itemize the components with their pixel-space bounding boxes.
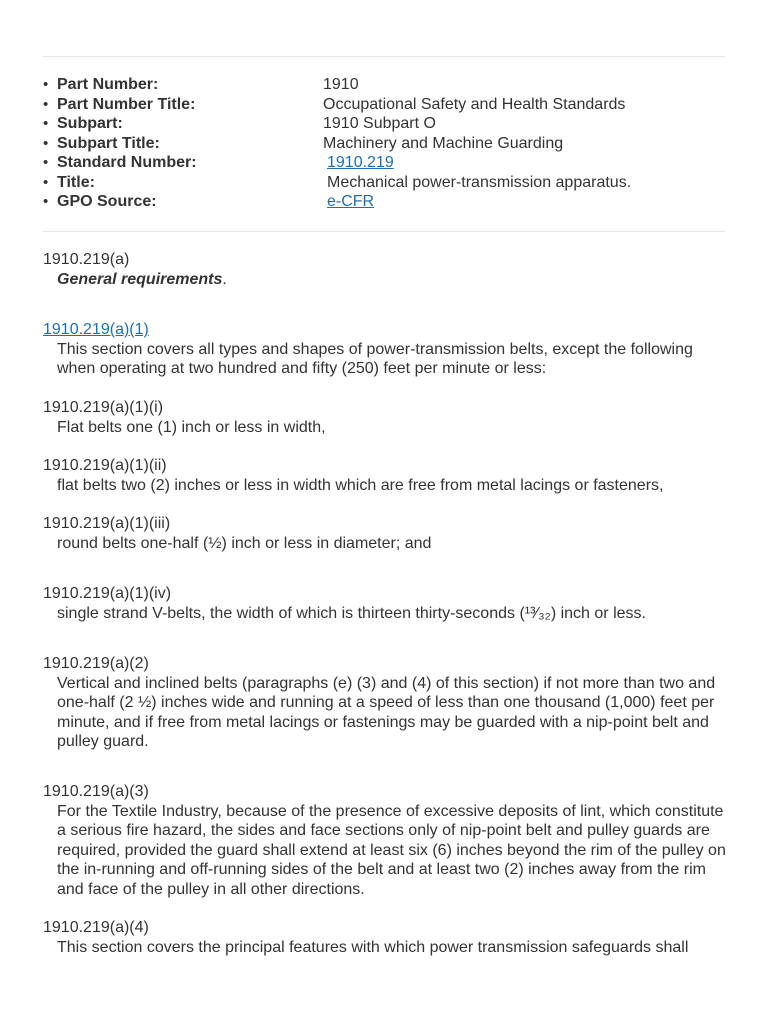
meta-label: Subpart:	[57, 115, 123, 132]
section-text: This section covers the principal features with which power transmission safeguards shall	[57, 938, 689, 956]
meta-value: 1910	[323, 76, 359, 93]
section-text: This section covers all types and shapes of power-transmission belts, except the following when operating at two hundred and fifty (250) feet per minute or less:	[57, 340, 693, 377]
section-1910-219-a-1-iv	[43, 584, 733, 623]
bullet-icon: •	[43, 95, 49, 113]
meta-label: Part Number Title:	[57, 95, 196, 113]
section-title: General requirements	[57, 270, 223, 288]
meta-label: Standard Number:	[57, 154, 197, 171]
standard-metadata-list	[43, 75, 743, 212]
section-number: 1910.219(a)(2)	[43, 655, 149, 672]
section-1910-219-a-2	[43, 654, 733, 752]
meta-row-part-number	[43, 75, 743, 95]
meta-row-subpart-title	[43, 134, 743, 154]
section-1910-219-a	[43, 250, 733, 289]
section-title-suffix: .	[222, 270, 227, 288]
meta-label: Subpart Title:	[57, 134, 160, 152]
meta-label: GPO Source:	[57, 193, 157, 210]
section-1910-219-a-1	[43, 320, 733, 379]
section-number-link[interactable]: 1910.219(a)(1)	[43, 321, 149, 338]
meta-row-gpo-source	[43, 192, 743, 212]
section-number: 1910.219(a)(1)(iv)	[43, 585, 172, 602]
section-text: single strand V-belts, the width of which is thirteen thirty-seconds (¹³⁄₃₂) inch or less.	[57, 604, 646, 622]
section-number: 1910.219(a)(1)(i)	[43, 399, 164, 416]
section-text: Vertical and inclined belts (paragraphs (e) (3) and (4) of this section) if not more than two and one-half (2 ½) inches wide and running at a speed of less than one thousand (1,000) feet per minute, and if free from metal lacings or fastenings may be guarded with a nip-point belt and pulley guard.	[57, 674, 716, 750]
meta-value: Mechanical power-transmission apparatus.	[327, 173, 632, 191]
section-text: For the Textile Industry, because of the presence of excessive deposits of lint, which constitute a serious fire hazard, the sides and face sections only of nip-point belt and pulley guards are required, provided the guard shall extend at least six (6) inches beyond the rim of the pulley on the in-running and off-running sides of the belt and at least two (2) inches away from the rim and face of the pulley in all other directions.	[57, 802, 726, 898]
bullet-icon: •	[43, 173, 49, 191]
meta-value: 1910 Subpart O	[323, 115, 436, 132]
gpo-source-link[interactable]: e-CFR	[327, 193, 375, 210]
section-number: 1910.219(a)	[43, 251, 130, 268]
top-divider	[43, 56, 725, 57]
section-1910-219-a-1-iii	[43, 514, 733, 553]
meta-value: Occupational Safety and Health Standards	[323, 95, 626, 113]
meta-row-title	[43, 173, 743, 193]
section-number: 1910.219(a)(3)	[43, 783, 149, 800]
standard-number-link[interactable]: 1910.219	[327, 154, 394, 171]
metadata-divider	[43, 231, 725, 232]
meta-value: Machinery and Machine Guarding	[323, 134, 564, 152]
section-1910-219-a-3	[43, 782, 733, 899]
bullet-icon: •	[43, 115, 49, 132]
section-heading	[43, 270, 733, 290]
bullet-icon: •	[43, 76, 49, 93]
meta-row-standard-number	[43, 153, 743, 173]
section-text: Flat belts one (1) inch or less in width,	[57, 418, 326, 436]
bullet-icon: •	[43, 134, 49, 152]
meta-row-subpart	[43, 114, 743, 134]
section-number: 1910.219(a)(4)	[43, 919, 149, 936]
section-1910-219-a-1-i	[43, 398, 733, 437]
section-1910-219-a-4	[43, 918, 733, 957]
bullet-icon: •	[43, 193, 49, 210]
section-number: 1910.219(a)(1)(iii)	[43, 515, 171, 532]
bullet-icon: •	[43, 154, 49, 171]
section-text: round belts one-half (½) inch or less in diameter; and	[57, 534, 432, 552]
section-number: 1910.219(a)(1)(ii)	[43, 457, 167, 474]
meta-label: Title:	[57, 173, 95, 191]
meta-row-part-number-title	[43, 95, 743, 115]
section-1910-219-a-1-ii	[43, 456, 733, 495]
meta-label: Part Number:	[57, 76, 159, 93]
section-text: flat belts two (2) inches or less in width which are free from metal lacings or fasteners,	[57, 476, 664, 494]
